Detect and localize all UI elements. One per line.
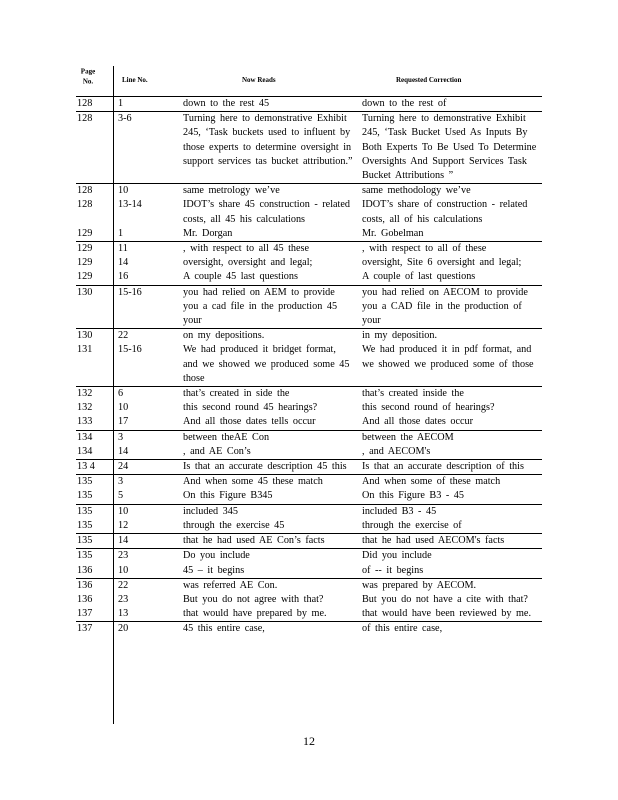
cell-now-reads: on my depositions. <box>183 330 265 342</box>
table-row <box>76 97 542 112</box>
table-row <box>76 286 542 330</box>
table-row <box>76 460 542 475</box>
cell-page-number: 134 <box>77 431 93 443</box>
page-number: 12 <box>303 734 315 748</box>
cell-requested-correction: A couple of last questions <box>362 271 476 283</box>
table-row <box>76 184 542 198</box>
cell-requested-correction: Is that an accurate description of this <box>362 461 524 473</box>
cell-requested-correction: , with respect to all of these <box>362 243 487 255</box>
cell-line-number: 17 <box>118 416 129 428</box>
cell-now-reads: And when some 45 these match <box>183 476 323 488</box>
cell-page-number: 136 <box>77 593 93 605</box>
cell-now-reads: that’s created in side the <box>183 388 290 400</box>
cell-page-number: 134 <box>77 445 93 457</box>
cell-requested-correction: Turning here to demonstrative Exhibit 245, ‘Task Bucket Used As Inputs By Both Experts To Be Used To Determine Oversights And Support Services Task Bucket Attributions ” <box>362 113 541 182</box>
cell-line-number: 10 <box>118 185 129 197</box>
cell-now-reads: you had relied on AEM to provide you a cad file in the production 45 your <box>183 286 342 327</box>
cell-line-number: 13-14 <box>118 199 142 211</box>
cell-line-number: 13 <box>118 608 129 620</box>
cell-page-number: 129 <box>77 257 93 269</box>
cell-line-number: 20 <box>118 623 129 635</box>
cell-now-reads: On this Figure B345 <box>183 490 273 502</box>
header-requested-correction: Requested Correction <box>396 75 462 85</box>
cell-page-number: 136 <box>77 579 93 591</box>
cell-page-number: 128 <box>77 199 93 211</box>
table-row <box>76 534 542 549</box>
cell-line-number: 14 <box>118 535 129 547</box>
cell-page-number: 132 <box>77 402 93 414</box>
cell-line-number: 10 <box>118 564 129 576</box>
table-row <box>76 198 542 226</box>
table-row <box>76 607 542 622</box>
cell-line-number: 16 <box>118 271 129 283</box>
cell-requested-correction: this second round of hearings? <box>362 402 495 414</box>
errata-table <box>76 66 542 637</box>
cell-requested-correction: oversight, Site 6 oversight and legal; <box>362 257 522 269</box>
cell-now-reads: But you do not agree with that? <box>183 593 324 605</box>
cell-now-reads: 45 this entire case, <box>183 623 265 635</box>
cell-page-number: 132 <box>77 388 93 400</box>
column-divider <box>113 66 114 724</box>
table-row <box>76 242 542 256</box>
cell-requested-correction: you had relied on AECOM to provide you a CAD file in the production of your <box>362 286 533 327</box>
cell-requested-correction: But you do not have a cite with that? <box>362 593 528 605</box>
cell-page-number: 135 <box>77 535 93 547</box>
cell-line-number: 1 <box>118 227 124 239</box>
table-row <box>76 112 542 184</box>
cell-line-number: 3 <box>118 476 124 488</box>
cell-page-number: 136 <box>77 564 93 576</box>
cell-now-reads: Is that an accurate description 45 this <box>183 461 347 473</box>
cell-now-reads: Turning here to demonstrative Exhibit 245, ‘Task buckets used to influent by those experts to determine oversight in support services tas bucket attribution.” <box>183 113 356 167</box>
table-row <box>76 256 542 270</box>
cell-page-number: 129 <box>77 243 93 255</box>
table-row <box>76 329 542 343</box>
cell-line-number: 22 <box>118 330 129 342</box>
cell-line-number: 14 <box>118 445 129 457</box>
cell-line-number: 23 <box>118 593 129 605</box>
cell-line-number: 12 <box>118 519 129 531</box>
table-row <box>76 475 542 489</box>
cell-requested-correction: was prepared by AECOM. <box>362 579 477 591</box>
cell-page-number: 130 <box>77 286 93 298</box>
table-row <box>76 519 542 534</box>
cell-requested-correction: of -- it begins <box>362 564 424 576</box>
cell-requested-correction: IDOT’s share of construction - related costs, all of his calculations <box>362 199 532 225</box>
cell-requested-correction: included B3 - 45 <box>362 505 437 517</box>
cell-page-number: 137 <box>77 623 93 635</box>
table-row <box>76 343 542 387</box>
cell-page-number: 135 <box>77 490 93 502</box>
cell-page-number: 135 <box>77 550 93 562</box>
cell-page-number: 13 4 <box>77 461 95 473</box>
cell-now-reads: that he had used AE Con’s facts <box>183 535 325 547</box>
cell-now-reads: that would have prepared by me. <box>183 608 327 620</box>
cell-line-number: 3-6 <box>118 113 132 125</box>
cell-requested-correction: Did you include <box>362 550 432 562</box>
cell-page-number: 130 <box>77 330 93 342</box>
cell-now-reads: And all those dates tells occur <box>183 416 316 428</box>
cell-page-number: 135 <box>77 519 93 531</box>
cell-requested-correction: of this entire case, <box>362 623 443 635</box>
cell-line-number: 3 <box>118 431 124 443</box>
cell-now-reads: same metrology we’ve <box>183 185 280 197</box>
cell-requested-correction: same methodology we’ve <box>362 185 471 197</box>
cell-now-reads: between theAE Con <box>183 431 270 443</box>
cell-requested-correction: that he had used AECOM's facts <box>362 535 505 547</box>
table-row <box>76 415 542 430</box>
cell-page-number: 135 <box>77 476 93 488</box>
table-row <box>76 579 542 593</box>
cell-now-reads: Mr. Dorgan <box>183 227 233 239</box>
cell-now-reads: , and AE Con’s <box>183 445 251 457</box>
cell-line-number: 23 <box>118 550 129 562</box>
cell-page-number: 137 <box>77 608 93 620</box>
cell-requested-correction: that would have been reviewed by me. <box>362 608 532 620</box>
table-row <box>76 401 542 415</box>
header-page-no: Page No. <box>80 67 96 86</box>
cell-requested-correction: through the exercise of <box>362 519 462 531</box>
cell-line-number: 10 <box>118 505 129 517</box>
cell-now-reads: was referred AE Con. <box>183 579 278 591</box>
table-row <box>76 505 542 519</box>
table-row <box>76 387 542 401</box>
header-line-no: Line No. <box>122 75 148 85</box>
cell-line-number: 5 <box>118 490 124 502</box>
cell-page-number: 128 <box>77 98 93 109</box>
cell-now-reads: IDOT’s share 45 construction - related costs, all 45 his calculations <box>183 199 355 225</box>
cell-page-number: 131 <box>77 344 93 356</box>
table-row <box>76 489 542 504</box>
cell-line-number: 11 <box>118 243 128 255</box>
cell-requested-correction: in my deposition. <box>362 330 438 342</box>
table-row <box>76 445 542 460</box>
table-row <box>76 431 542 445</box>
cell-line-number: 22 <box>118 579 129 591</box>
cell-line-number: 15-16 <box>118 344 142 356</box>
table-row <box>76 549 542 563</box>
cell-now-reads: , with respect to all 45 these <box>183 243 310 255</box>
cell-now-reads: down to the rest 45 <box>183 98 270 109</box>
cell-requested-correction: Mr. Gobelman <box>362 227 424 239</box>
cell-page-number: 129 <box>77 271 93 283</box>
cell-requested-correction: that’s created inside the <box>362 388 464 400</box>
cell-requested-correction: We had produced it in pdf format, and we showed we produced some of those <box>362 344 536 370</box>
cell-now-reads: We had produced it bridget format, and we showed we produced some 45 those <box>183 344 355 384</box>
cell-requested-correction: And when some of these match <box>362 476 501 488</box>
cell-requested-correction: On this Figure B3 - 45 <box>362 490 464 502</box>
cell-now-reads: through the exercise 45 <box>183 519 285 531</box>
table-header <box>76 66 542 97</box>
cell-now-reads: oversight, oversight and legal; <box>183 257 313 269</box>
table-row <box>76 593 542 607</box>
table-row <box>76 270 542 285</box>
cell-line-number: 15-16 <box>118 286 142 298</box>
table-row <box>76 227 542 242</box>
cell-requested-correction: And all those dates occur <box>362 416 473 428</box>
cell-requested-correction: , and AECOM's <box>362 445 431 457</box>
cell-line-number: 6 <box>118 388 124 400</box>
cell-now-reads: A couple 45 last questions <box>183 271 298 283</box>
table-row <box>76 564 542 579</box>
cell-page-number: 128 <box>77 185 93 197</box>
cell-page-number: 133 <box>77 416 93 428</box>
cell-line-number: 1 <box>118 98 124 109</box>
cell-requested-correction: between the AECOM <box>362 431 454 443</box>
cell-page-number: 129 <box>77 227 93 239</box>
cell-now-reads: this second round 45 hearings? <box>183 402 318 414</box>
cell-line-number: 10 <box>118 402 129 414</box>
header-now-reads: Now Reads <box>242 75 276 85</box>
cell-now-reads: 45 – it begins <box>183 564 245 576</box>
cell-line-number: 14 <box>118 257 129 269</box>
cell-page-number: 128 <box>77 113 93 125</box>
cell-now-reads: Do you include <box>183 550 250 562</box>
table-body <box>76 97 542 637</box>
cell-now-reads: included 345 <box>183 505 238 517</box>
table-row <box>76 622 542 636</box>
cell-line-number: 24 <box>118 461 129 473</box>
cell-page-number: 135 <box>77 505 93 517</box>
cell-requested-correction: down to the rest of <box>362 98 447 109</box>
